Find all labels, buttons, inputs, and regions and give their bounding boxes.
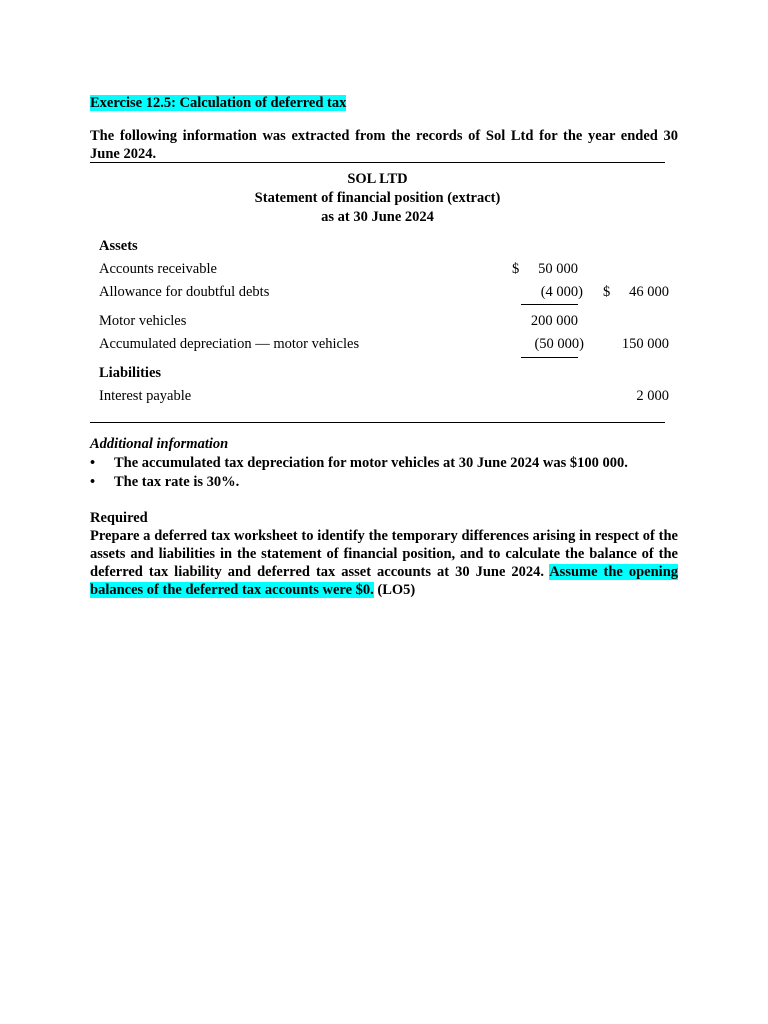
statement-title: Statement of financial position (extract) xyxy=(254,190,501,206)
value-interest-payable: 2 000 xyxy=(636,388,669,404)
bullet-icon: • xyxy=(90,474,96,490)
required-heading: Required xyxy=(90,510,148,526)
highlighted-assumption: Assume the opening balances of the deferred tax accounts were $0. xyxy=(90,564,679,598)
learning-outcome-ref: (LO5) xyxy=(377,582,416,598)
top-rule xyxy=(90,162,665,163)
assets-heading: Assets xyxy=(99,238,138,254)
value-accounts-receivable: 50 000 xyxy=(538,261,578,277)
row-label-motor-vehicles: Motor vehicles xyxy=(99,313,187,329)
currency-sign-col2: $ xyxy=(603,284,611,300)
value-accumulated-depreciation: (50 000) xyxy=(534,336,584,352)
bullet-item: • The accumulated tax depreciation for motor vehicles at 30 June 2024 was $100 000. xyxy=(90,455,628,471)
value-motor-vehicles: 200 000 xyxy=(530,313,578,329)
subtotal-rule-motor-vehicles xyxy=(521,357,578,358)
additional-info-heading: Additional information xyxy=(90,436,229,452)
intro-paragraph: The following information was extracted from the records of Sol Ltd for the year ended 30 June 2024. xyxy=(90,128,678,162)
value-net-motor-vehicles: 150 000 xyxy=(621,336,669,352)
bottom-rule xyxy=(90,422,665,423)
value-allowance: (4 000) xyxy=(540,284,583,300)
liabilities-heading: Liabilities xyxy=(99,365,162,381)
row-label-allowance: Allowance for doubtful debts xyxy=(99,284,270,300)
row-label-accounts-receivable: Accounts receivable xyxy=(99,261,217,277)
required-text: Prepare a deferred tax worksheet to identify the temporary differences arising in respect of the assets and liabilities in the statement of financial position, and to calculate the balance of the deferred tax liability and deferred tax asset accounts at 30 June 2024. xyxy=(90,528,678,580)
currency-sign-col1: $ xyxy=(512,261,520,277)
required-paragraph xyxy=(90,527,678,599)
subtotal-rule-receivables xyxy=(521,304,578,305)
company-name: SOL LTD xyxy=(347,171,408,187)
statement-date: as at 30 June 2024 xyxy=(321,209,434,225)
value-net-receivables: 46 000 xyxy=(629,284,669,300)
row-label-interest-payable: Interest payable xyxy=(99,388,192,404)
exercise-title: Exercise 12.5: Calculation of deferred tax xyxy=(90,95,347,111)
row-label-accumulated-depreciation: Accumulated depreciation — motor vehicles xyxy=(99,336,360,352)
bullet-icon: • xyxy=(90,455,96,471)
bullet-item: • The tax rate is 30%. xyxy=(90,474,240,490)
